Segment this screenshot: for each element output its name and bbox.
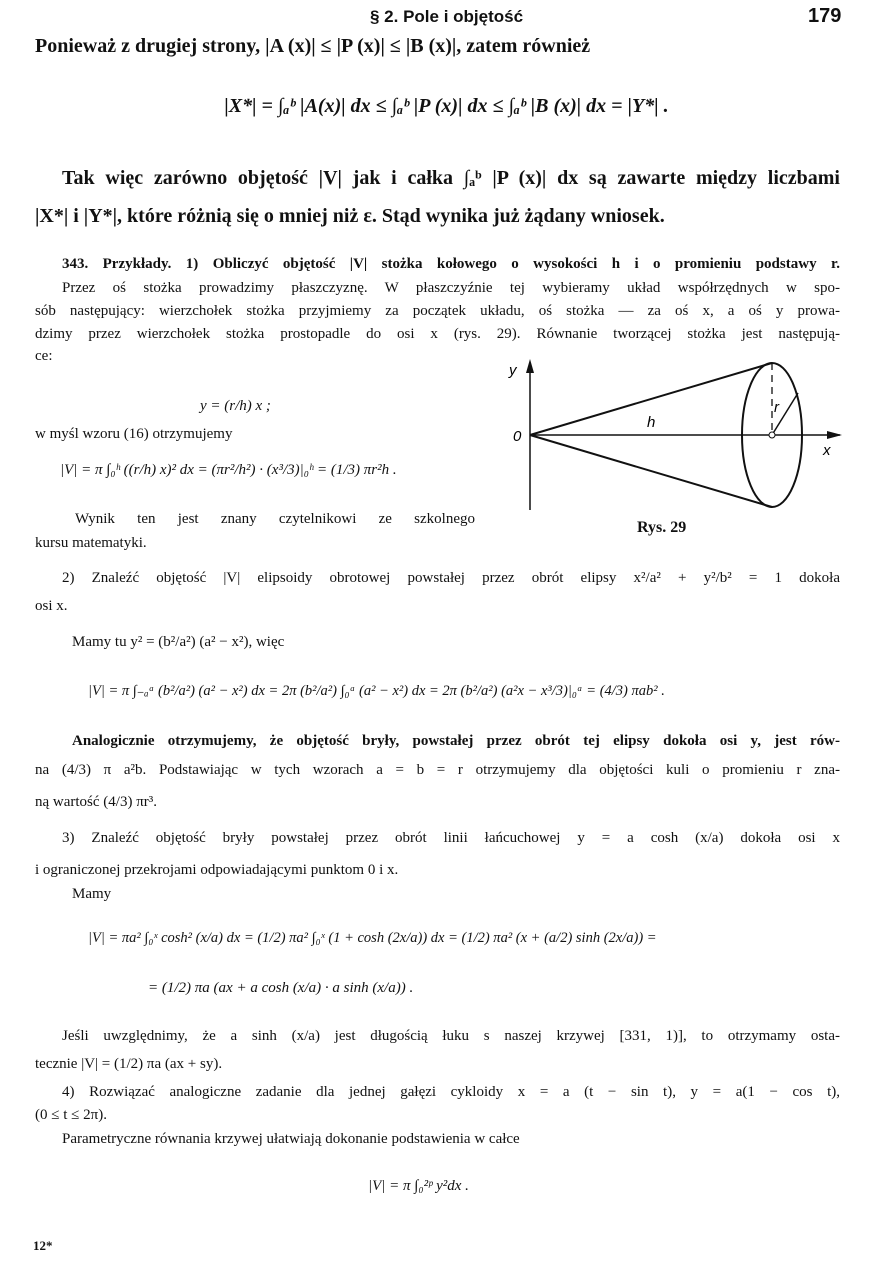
x-axis-arrow-icon bbox=[827, 431, 842, 439]
equation: |V| = πa² ∫₀ˣ cosh² (x/a) dx = (1/2) πa² ∫₀ˣ (1 + cosh (2x/a)) dx = (1/2) πa² (x + (a/2) sinh (2x/a)) = bbox=[88, 930, 657, 946]
text-line: ną wartość (4/3) πr³. bbox=[35, 794, 158, 810]
figure-caption: Rys. 29 bbox=[637, 519, 687, 536]
base-center bbox=[769, 432, 775, 438]
text-line: i ograniczonej przekrojami odpowiadającymi punktom 0 i x. bbox=[35, 862, 399, 878]
page-number: 179 bbox=[808, 5, 842, 27]
equation: |V| = π ∫₋ₐᵃ (b²/a²) (a² − x²) dx = 2π (b²/a²) ∫₀ᵃ (a² − x²) dx = 2π (b²/a²) (a²x − x³/3)|₀ᵃ = (4/3) πab² . bbox=[88, 683, 665, 699]
text-line: w myśl wzoru (16) otrzymujemy bbox=[35, 426, 233, 442]
text-line: Jeśli uwzględnimy, że a sinh (x/a) jest długością łuku s naszej krzywej [331, 1)], to otrzymamy osta- bbox=[62, 1028, 840, 1044]
example-heading: 343. Przykłady. 1) Obliczyć objętość |V| stożka kołowego o wysokości h i o promieniu podstawy r. bbox=[62, 256, 840, 272]
label-origin: 0 bbox=[513, 428, 522, 445]
text-line: 3) Znaleźć objętość bryły powstałej przez obrót linii łańcuchowej y = a cosh (x/a) dokoła osi x bbox=[62, 830, 840, 846]
y-axis-arrow-icon bbox=[526, 359, 534, 373]
text-line: kursu matematyki. bbox=[35, 535, 147, 551]
signature-mark: 12* bbox=[33, 1238, 53, 1253]
label-h: h bbox=[647, 414, 656, 431]
equation: |V| = π ∫₀²ᵖ y²dx . bbox=[368, 1178, 469, 1194]
text-line: Przez oś stożka prowadzimy płaszczyznę. W płaszczyźnie tej wybieramy układ współrzędnych w spo- bbox=[62, 280, 840, 296]
text-line: sób następujący: wierzchołek stożka przyjmiemy za początek układu, oś stożka — za oś x, a oś y prowa- bbox=[35, 303, 840, 319]
text-line: |X*| i |Y*|, które różnią się o mniej niż ε. Stąd wynika już żądany wniosek. bbox=[35, 205, 665, 227]
label-r: r bbox=[774, 399, 779, 416]
running-header: § 2. Pole i objętość bbox=[370, 7, 524, 26]
text-line: Parametryczne równania krzywej ułatwiają dokonanie podstawienia w całce bbox=[62, 1131, 520, 1147]
text-line: Wynik ten jest znany czytelnikowi ze szkolnego bbox=[75, 511, 475, 527]
text-line: 2) Znaleźć objętość |V| elipsoidy obrotowej powstałej przez obrót elipsy x²/a² + y²/b² = 1 dokoła bbox=[62, 570, 840, 586]
cone-generatrix-bottom bbox=[530, 435, 772, 507]
text-line: Mamy bbox=[72, 886, 112, 902]
text-line: tecznie |V| = (1/2) πa (ax + sy). bbox=[35, 1056, 223, 1072]
text-line: Mamy tu y² = (b²/a²) (a² − x²), więc bbox=[72, 634, 285, 650]
equation: |V| = π ∫₀ʰ ((r/h) x)² dx = (πr²/h²) · (x³/3)|₀ʰ = (1/3) πr²h . bbox=[60, 462, 397, 478]
text-line: 4) Rozwiązać analogiczne zadanie dla jednej gałęzi cykloidy x = a (t − sin t), y = a(1 − cos t), bbox=[62, 1084, 840, 1100]
text-line: dzimy przez wierzchołek stożka prostopadle do osi x (rys. 29). Równanie tworzącej stożka jest następują- bbox=[35, 326, 840, 342]
label-y: y bbox=[509, 362, 517, 379]
text-line: Ponieważ z drugiej strony, |A (x)| ≤ |P (x)| ≤ |B (x)|, zatem również bbox=[35, 35, 591, 57]
equation: |X*| = ∫ₐᵇ |A(x)| dx ≤ ∫ₐᵇ |P (x)| dx ≤ ∫ₐᵇ |B (x)| dx = |Y*| . bbox=[224, 95, 669, 117]
text-line: ce: bbox=[35, 348, 53, 364]
cone-figure bbox=[495, 355, 855, 545]
text-line: Tak więc zarówno objętość |V| jak i całka ∫ₐᵇ |P (x)| dx są zawarte między liczbami bbox=[62, 167, 840, 189]
label-x: x bbox=[823, 442, 831, 459]
text-line: Analogicznie otrzymujemy, że objętość bryły, powstałej przez obrót tej elipsy dokoła osi y, jest rów- bbox=[72, 733, 840, 749]
text-line: na (4/3) π a²b. Podstawiając w tych wzorach a = b = r otrzymujemy dla objętości kuli o promieniu r zna- bbox=[35, 762, 840, 778]
text-line: (0 ≤ t ≤ 2π). bbox=[35, 1107, 107, 1123]
equation: y = (r/h) x ; bbox=[200, 398, 271, 414]
equation: = (1/2) πa (ax + a cosh (x/a) · a sinh (x/a)) . bbox=[148, 980, 414, 996]
text-line: osi x. bbox=[35, 598, 68, 614]
